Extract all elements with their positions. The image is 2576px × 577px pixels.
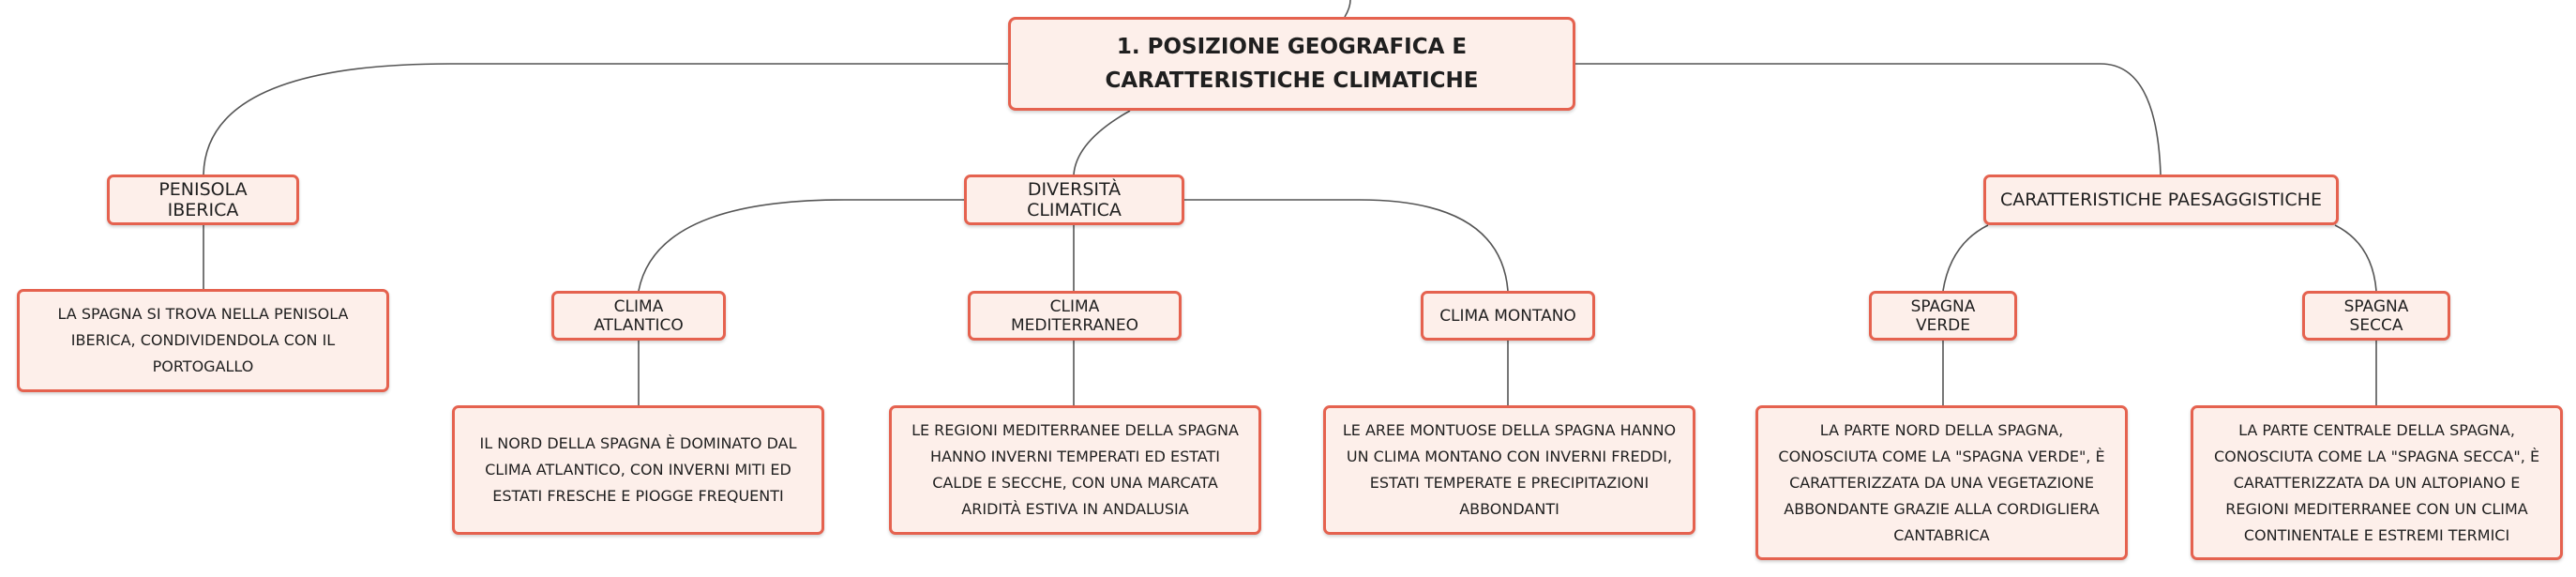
topic-clima-mediterraneo-label: CLIMA MEDITERRANEO — [1010, 296, 1139, 335]
topic-spagna-verde[interactable] — [1869, 291, 2017, 341]
connector-caratteristiche-verde — [1943, 225, 1988, 291]
topic-spagna-secca[interactable] — [2302, 291, 2450, 341]
topic-spagna-verde-text[interactable] — [1755, 405, 2128, 560]
connector-root-diversita — [1074, 111, 1130, 175]
topic-penisola-iberica[interactable] — [107, 175, 299, 225]
connector-caratteristiche-secca — [2335, 225, 2376, 291]
connector-root-stub — [1345, 0, 1350, 17]
topic-caratteristiche-paesaggistiche[interactable] — [1983, 175, 2339, 225]
connector-diversita-montano — [1184, 200, 1508, 291]
topic-clima-montano-label: CLIMA MONTANO — [1439, 306, 1576, 326]
topic-clima-atlantico-text-label: IL NORD DELLA SPAGNA È DOMINATO DAL CLIMA ATLANTICO, CON INVERNI MITI ED ESTATI FRESCHE E PIOGGE FREQUENTI — [479, 434, 797, 505]
topic-penisola-iberica-text-label: LA SPAGNA SI TROVA NELLA PENISOLA IBERICA, CONDIVIDENDOLA CON IL PORTOGALLO — [57, 305, 349, 375]
topic-clima-mediterraneo-text-label: LE REGIONI MEDITERRANEE DELLA SPAGNA HANNO INVERNI TEMPERATI ED ESTATI CALDE E SECCHE, CON UNA MARCATA ARIDITÀ ESTIVA IN ANDALUSIA — [911, 421, 1239, 518]
topic-clima-atlantico-text[interactable] — [452, 405, 824, 535]
topic-spagna-secca-label: SPAGNA SECCA — [2343, 296, 2409, 335]
root-topic-label: 1. POSIZIONE GEOGRAFICA E CARATTERISTICHE CLIMATICHE — [1105, 35, 1479, 93]
connector-root-penisola — [203, 64, 1008, 175]
topic-clima-montano[interactable] — [1421, 291, 1595, 341]
topic-spagna-secca-text-label: LA PARTE CENTRALE DELLA SPAGNA, CONOSCIUTA COME LA "SPAGNA SECCA", È CARATTERIZZATA DA UN ALTOPIANO E REGIONI MEDITERRANEE CON UN CLIMA CONTINENTALE E ESTREMI TERMICI — [2213, 420, 2540, 544]
topic-spagna-verde-text-label: LA PARTE NORD DELLA SPAGNA, CONOSCIUTA COME LA "SPAGNA VERDE", È CARATTERIZZATA DA UNA VEGETAZIONE ABBONDANTE GRAZIE ALLA CORDIGLIERA CANTABRICA — [1778, 420, 2105, 544]
topic-spagna-verde-label: SPAGNA VERDE — [1910, 296, 1976, 335]
topic-spagna-secca-text[interactable] — [2191, 405, 2563, 560]
topic-clima-atlantico[interactable] — [551, 291, 726, 341]
topic-diversita-climatica-label: DIVERSITÀ CLIMATICA — [1027, 179, 1122, 220]
topic-penisola-iberica-text[interactable] — [17, 289, 389, 392]
topic-clima-atlantico-label: CLIMA ATLANTICO — [594, 296, 684, 335]
topic-clima-montano-text-label: LE AREE MONTUOSE DELLA SPAGNA HANNO UN CLIMA MONTANO CON INVERNI FREDDI, ESTATI TEMPERATE E PRECIPITAZIONI ABBONDANTI — [1342, 421, 1677, 518]
topic-penisola-iberica-label: PENISOLA IBERICA — [158, 179, 248, 220]
topic-clima-montano-text[interactable] — [1323, 405, 1695, 535]
connector-diversita-atlantico — [639, 200, 964, 291]
topic-diversita-climatica[interactable] — [964, 175, 1184, 225]
connector-root-caratteristiche — [1575, 64, 2161, 175]
root-topic[interactable] — [1008, 17, 1575, 111]
topic-clima-mediterraneo-text[interactable] — [889, 405, 1261, 535]
topic-caratteristiche-paesaggistiche-label: CARATTERISTICHE PAESAGGISTICHE — [2000, 190, 2322, 210]
topic-clima-mediterraneo[interactable] — [968, 291, 1182, 341]
